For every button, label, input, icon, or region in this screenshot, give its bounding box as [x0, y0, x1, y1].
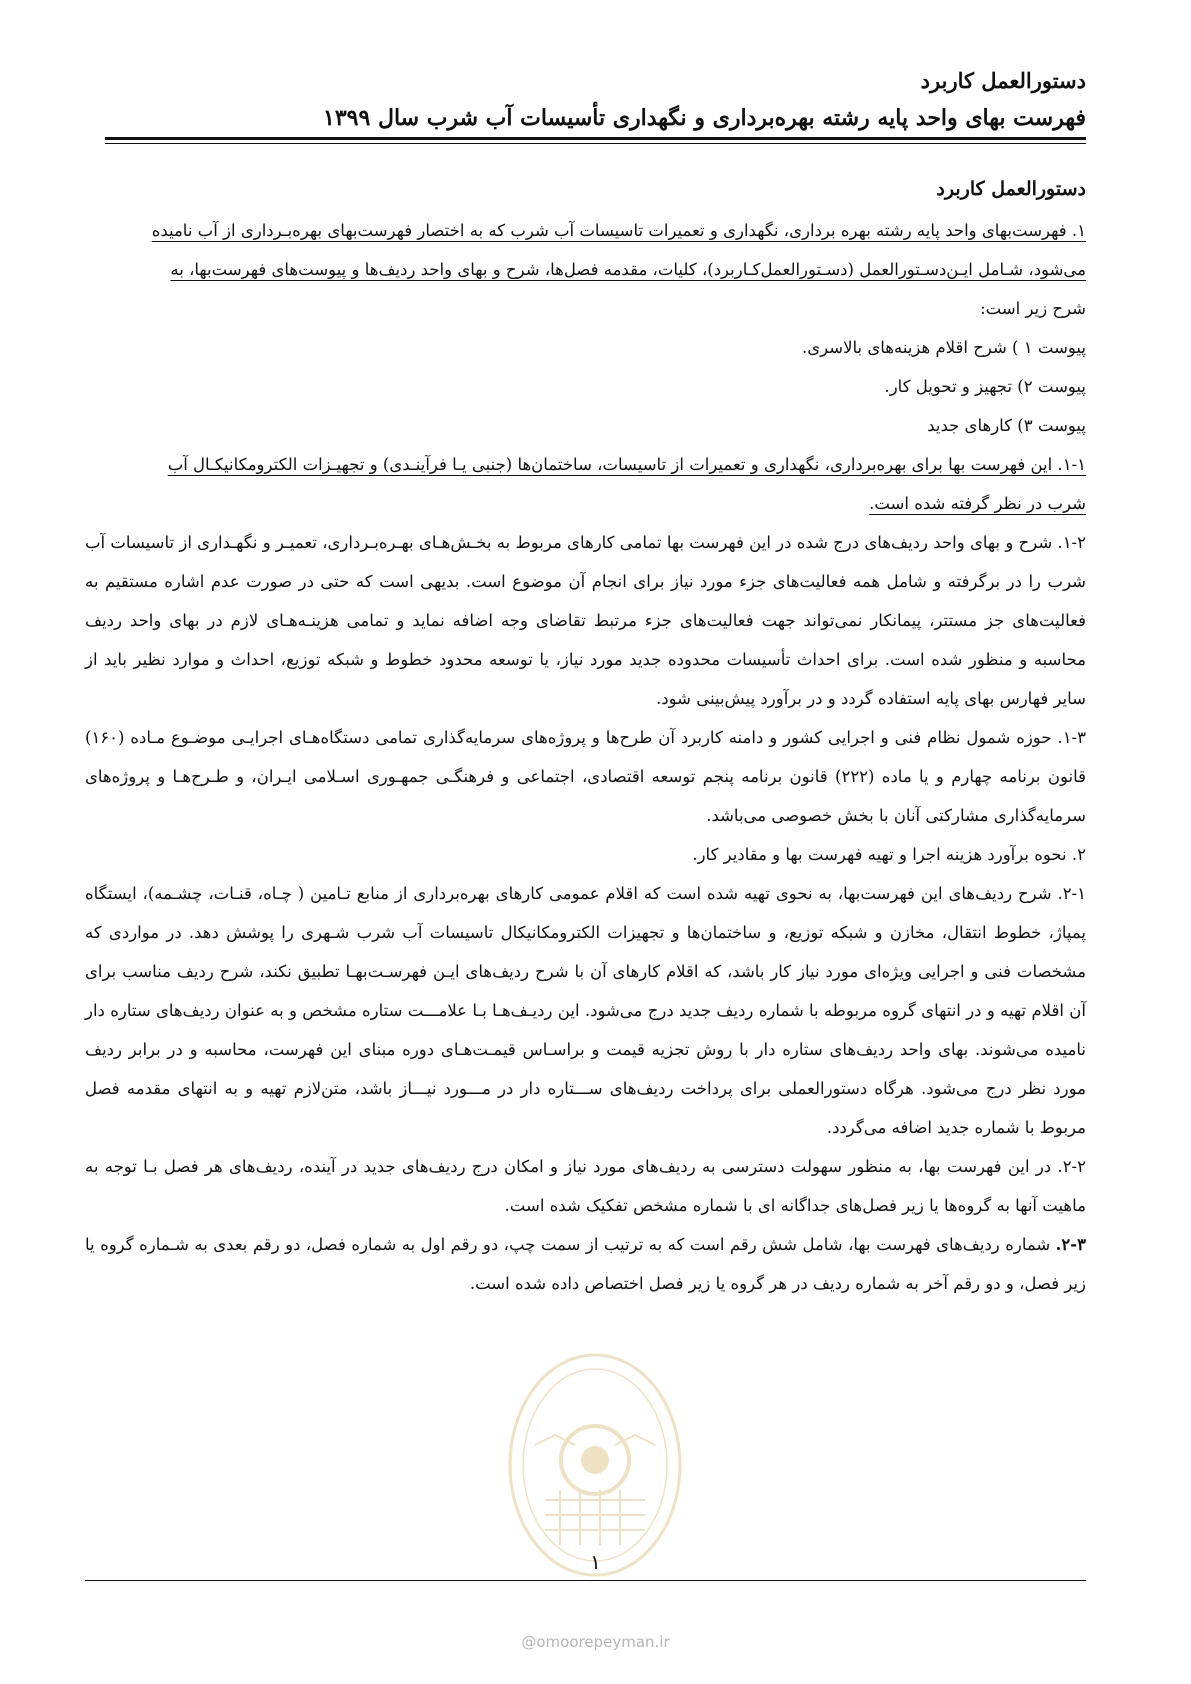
paragraph-2-1: ۲-۱. شرح ردیف‌های این فهرست‌بها، به نحوی تهیه شده است که اقلام عمومی کارهای بهره‌برداری از منابع تـامین ( چـاه، قنـات، چشـمه)، ایستگاه پمپاژ، خطوط انتقال، مخازن و شبکه توزیع، و ساختمان‌ها و تجهیزات الکترومکانیکال تاسیسات آب شرب شـهری را پوشش دهد. در مواردی که مشخصات فنی و اجرایی ویژه‌ای مورد نیاز کار باشد، که اقلام کارهای آن با شرح ردیف‌های ایـن فهرسـت‌بهـا تطبیق نکند، شرح ردیف مناسب برای آن اقلام تهیه و در انتهای گروه مربوطه با شماره ردیف جدید درج می‌شود. این ردیـف‌هـا بـا علامـــت ستاره مشخص و به عنوان ردیف‌های ستاره دار نامیده می‌شوند. بهای واحد ردیف‌های ستاره دار با روش تجزیه قیمت و براسـاس قیمـت‌هـای دوره مبنای این فهرست، محاسبه و در برابر ردیف مورد نظر درج می‌شود. هرگاه دستورالعملی برای پرداخت ردیف‌های ســـتاره دار در مـــورد نیـــاز باشد، متن‌لازم تهیه و به انتهای مقدمه فصل مربوط با شماره جدید اضافه می‌گردد.: [85, 884, 1086, 1137]
paragraph-1-1-line-b: شرب در نظر گرفته شده است.: [869, 494, 1086, 513]
paragraph-1: [85, 211, 1086, 328]
paragraph-1-3: ۱-۳. حوزه شمول نظام فنی و اجرایی کشور و دامنه کاربرد آن طرح‌ها و پروژه‌های سرمایه‌گذاری تمامی دستگاه‌هـای اجرایـی موضـوع مـاده (۱۶۰) قانون برنامه چهارم و یا ماده (۲۲۲) قانون برنامه پنجم توسعه اقتصادی، اجتماعی و فرهنگـی جمهـوری اسـلامی ایـران، و طـرح‌هـا و پروژه‌های سرمایه‌گذاری مشارکتی آنان با بخش خصوصی می‌باشد.: [85, 728, 1086, 825]
page-number: ۱: [590, 1550, 601, 1574]
footer-rule: [85, 1580, 1086, 1581]
paragraph-1-2: ۱-۲. شرح و بهای واحد ردیف‌های درج شده در این فهرست بها تمامی کارهای مربوط به بخـش‌هـای بهـره‌بـرداری، تعمیـر و نگهـداری از تاسیسات آب شرب را در برگرفته و شامل همه فعالیت‌های جزء مورد نیاز برای انجام آن موضوع است. بدیهی است که حتی در صورت عدم اشاره مستقیم به فعالیت‌های جز مستتر، پیمانکار نمی‌تواند جهت فعالیت‌های جزء مرتبط تقاضای وجه اضافه نماید و تمامی هزینـه‌هـای لازم در بهای واحد ردیف محاسبه و منظور شده است. برای احداث تأسیسات محدوده جدید مورد نیاز، یا توسعه محدود خطوط و شبکه توزیع، احداث و موارد نظیر باید از سایر فهارس بهای پایه استفاده گردد و در برآورد پیش‌بینی شود.: [85, 533, 1086, 708]
header-title: دستورالعمل کاربرد: [920, 68, 1086, 93]
header-rule-thin: [105, 143, 1086, 144]
paragraph-2-2: ۲-۲. در این فهرست بها، به منظور سهولت دسترسی به ردیف‌های مورد نیاز و امکان درج ردیف‌های جدید در آینده، ردیف‌های هر فصل بـا توجه به ماهیت آنها به گروه‌ها یا زیر فصل‌های جداگانه ای با شماره مشخص تفکیک شده است.: [85, 1157, 1086, 1215]
attachment-2: پیوست ۲) تجهیز و تحویل کار.: [884, 377, 1086, 396]
paragraph-1-1: [85, 445, 1086, 523]
watermark-seal-icon: [505, 1350, 685, 1580]
attachment-1: پیوست ۱ ) شرح اقلام هزینه‌های بالاسری.: [801, 338, 1086, 357]
header-subtitle: فهرست بهای واحد پایه رشته بهره‌برداری و نگهداری تأسیسات آب شرب سال ۱۳۹۹: [323, 105, 1086, 131]
paragraph-2-3-text: شماره ردیف‌های فهرست بها، شامل شش رقم است که به ترتیب از سمت چپ، دو رقم اول به شماره فصل، دو رقم بعدی به شـماره گروه یا زیر فصل، و دو رقم آخر به شماره ردیف در هر گروه یا زیر فصل اختصاص داده شده است.: [85, 1235, 1086, 1293]
attachment-3: پیوست ۳) کارهای جدید: [927, 416, 1086, 435]
paragraph-1-line-a: ۱. فهرست‌بهای واحد پایه رشته بهره برداری، نگهداری و تعمیرات تاسیسات آب شرب که به اختصار فهرست‌بهای بهره‌بـرداری از آب نامیده: [151, 221, 1086, 240]
paragraph-2-3: [85, 1225, 1086, 1303]
header-rule-thick: [105, 137, 1086, 140]
section-title: دستورالعمل کاربرد: [936, 178, 1086, 200]
paragraph-1-1-line-a: ۱-۱. این فهرست بها برای بهره‌برداری، نگهداری و تعمیرات از تاسیسات، ساختمان‌ها (جنبی یـا فرآینـدی) و تجهیـزات الکترومکانیکـال آب: [167, 455, 1086, 474]
paragraph-2-3-number: ۲-۳.: [1055, 1235, 1086, 1254]
paragraph-1-line-b: می‌شود، شـامل ایـن‌دسـتورالعمل (دسـتورالعمل‌کـاربرد)، کلیات، مقدمه فصل‌ها، شرح و بهای واحد ردیف‌ها و پیوست‌های فهرست‌بها، به: [170, 260, 1086, 279]
paragraph-2: ۲. نحوه برآورد هزینه اجرا و تهیه فهرست بها و مقادیر کار.: [692, 845, 1086, 864]
website-watermark: @omoorepeyman.ir: [521, 1633, 670, 1651]
document-body: [85, 170, 1086, 1303]
paragraph-1-line-c: شرح زیر است:: [980, 299, 1086, 318]
